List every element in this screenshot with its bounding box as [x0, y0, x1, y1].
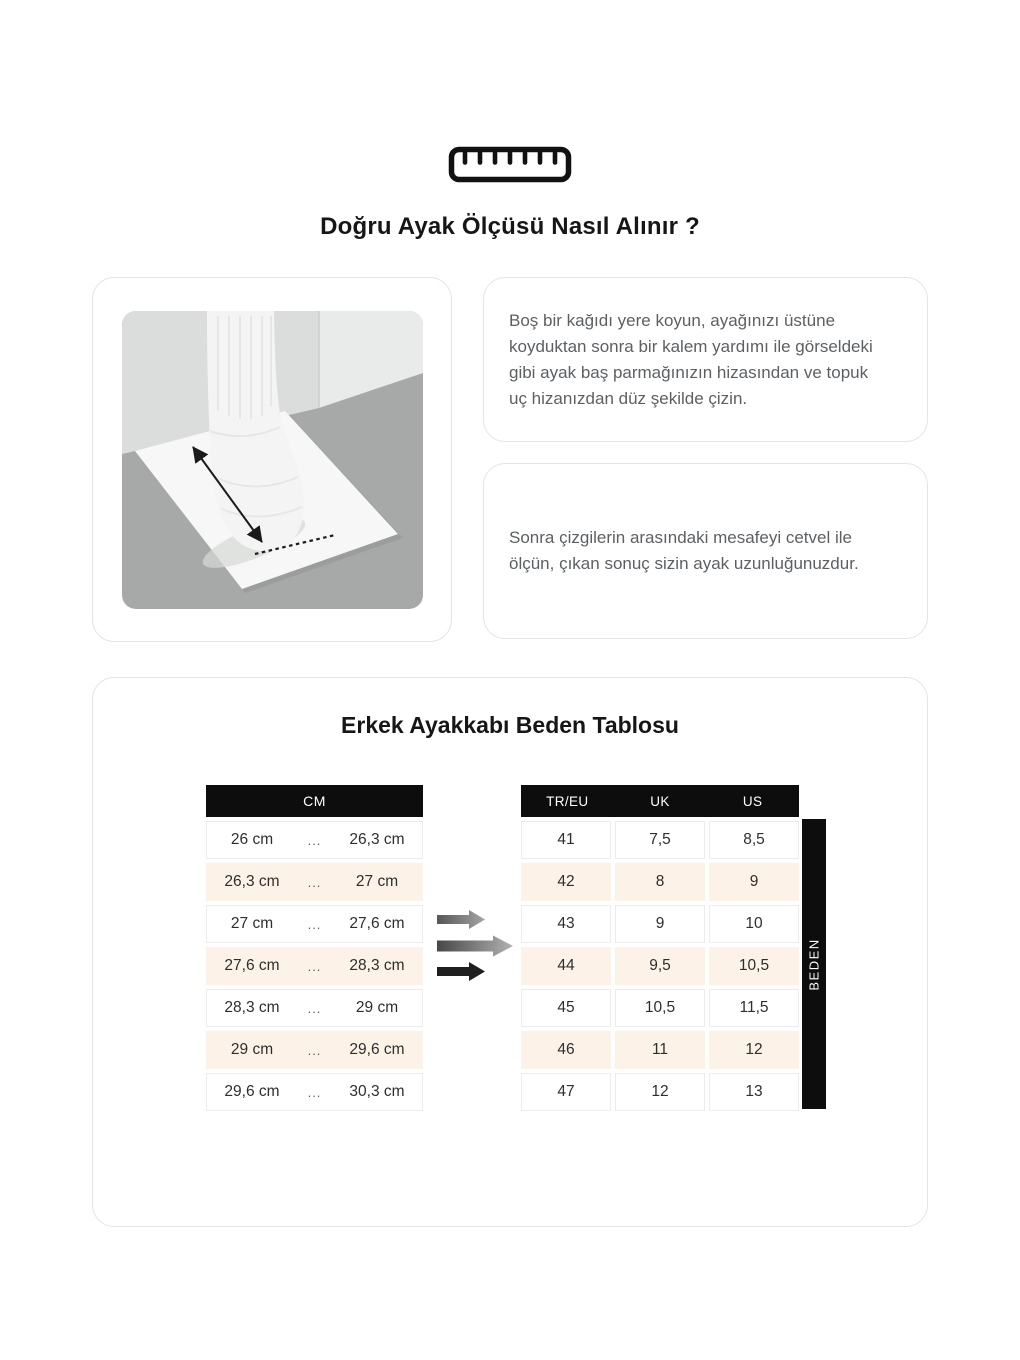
- page-title: Doğru Ayak Ölçüsü Nasıl Alınır ?: [320, 213, 700, 240]
- conversion-table-header: [521, 785, 799, 817]
- size-chart-title: Erkek Ayakkabı Beden Tablosu: [341, 712, 679, 738]
- table-row: 46 11 12: [521, 1031, 799, 1069]
- size-guide-page: [92, 0, 928, 1227]
- table-row: 29,6 cm ... 30,3 cm: [206, 1073, 423, 1111]
- measurement-photo-card: [92, 277, 452, 642]
- col-header-tr-eu: TR/EU: [546, 793, 589, 809]
- conversion-arrows-icon: [437, 909, 515, 982]
- size-chart-card: [92, 677, 928, 1227]
- col-header-us: US: [742, 793, 763, 809]
- cm-table-header: CM: [206, 785, 423, 817]
- instruction-cards: [483, 277, 928, 642]
- instructions-section: [92, 277, 928, 642]
- conversion-table: [521, 785, 799, 1111]
- table-row: 47 12 13: [521, 1073, 799, 1111]
- beden-side-label: BEDEN: [802, 819, 826, 1109]
- table-row: 29 cm ... 29,6 cm: [206, 1031, 423, 1069]
- cm-table: [206, 785, 423, 1111]
- instruction-step-1: Boş bir kağıdı yere koyun, ayağınızı üstüne koyduktan sonra bir kalem yardımı ile görseldeki gibi ayak baş parmağınızın hizasından ve topuk uç hizanızdan düz şekilde çizin.: [509, 310, 873, 408]
- table-row: 44 9,5 10,5: [521, 947, 799, 985]
- foot-measurement-photo: [122, 311, 423, 609]
- ruler-icon: [92, 0, 928, 183]
- col-header-uk: UK: [650, 793, 670, 809]
- instruction-step-2: Sonra çizgilerin arasındaki mesafeyi cetvel ile ölçün, çıkan sonuç sizin ayak uzunluğunuzdur.: [509, 528, 859, 573]
- table-row: 27 cm ... 27,6 cm: [206, 905, 423, 943]
- table-row: 42 8 9: [521, 863, 799, 901]
- table-row: 43 9 10: [521, 905, 799, 943]
- instruction-card-1: [483, 277, 928, 442]
- table-row: 26 cm ... 26,3 cm: [206, 821, 423, 859]
- table-row: 41 7,5 8,5: [521, 821, 799, 859]
- instruction-card-2: [483, 463, 928, 639]
- table-row: 26,3 cm ... 27 cm: [206, 863, 423, 901]
- table-row: 45 10,5 11,5: [521, 989, 799, 1027]
- table-row: 27,6 cm ... 28,3 cm: [206, 947, 423, 985]
- table-row: 28,3 cm ... 29 cm: [206, 989, 423, 1027]
